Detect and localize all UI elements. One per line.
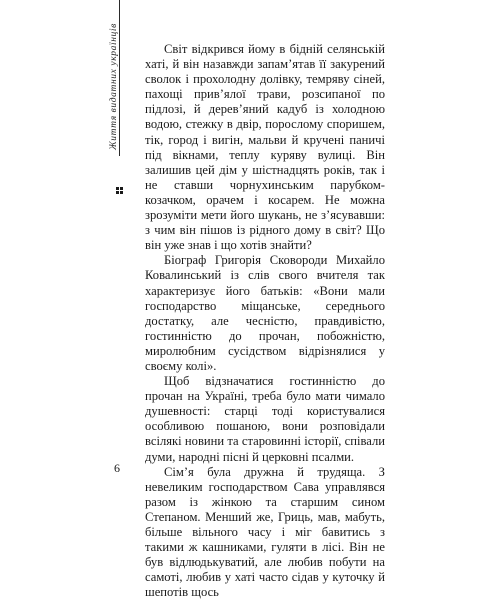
paragraph: Світ відкрився йому в бідній селянській хаті, й він назавжди запам’ятав її закурений сволок і прохолодну долівку, темряву сіней, пахощі прив’ялої трави, розсипаної по підлозі, й дерев’яний кадуб із холодною водою, стежку в двір, порослому споришем, тік, город і вигін, мальви й кручені паничі під вікнами, теплу куряву вулиці. Він залишив цей дім у шістнадцять років, так і не ставши чорнухинським парубком-козачком, орачем і косарем. Не можна зрозуміти мети його шукань, не з’ясувавши: з чим він пішов із рідного дому в світ? Що він уже знав і що хотів знайти? <box>145 42 385 253</box>
body-text <box>145 42 385 600</box>
running-head: Життя видатних українців <box>109 23 119 150</box>
ornament-icon <box>116 187 123 194</box>
page-number: 6 <box>114 461 120 475</box>
paragraph: Біограф Григорія Сковороди Михайло Ковалинський із слів свого вчителя так характеризує його батьків: «Вони мали господарство міщанське, середнього достатку, але чесністю, правдивістю, гостинністю до прочан, побожністю, миролюбним сусідством відрізнялися у своєму колі». <box>145 253 385 373</box>
paragraph: Щоб відзначатися гостинністю до прочан на Україні, треба було мати чимало душевності: старці тоді користувалися особливою пошаною, вони розповідали всілякі новини та старовинні історії, співали думи, народні пісні й церковні псалми. <box>145 374 385 464</box>
paragraph: Сім’я була дружна й трудяща. З невеликим господарством Сава управлявся разом із жінкою та старшим сином Степаном. Менший же, Гриць, мав, мабуть, більше вільного часу і міг бавитись з такими ж кашниками, гуляти в лісі. Він не був відлюдькуватий, але любив побути на самоті, любив у хаті часто сідав у куточку й шепотів щось <box>145 464 385 600</box>
